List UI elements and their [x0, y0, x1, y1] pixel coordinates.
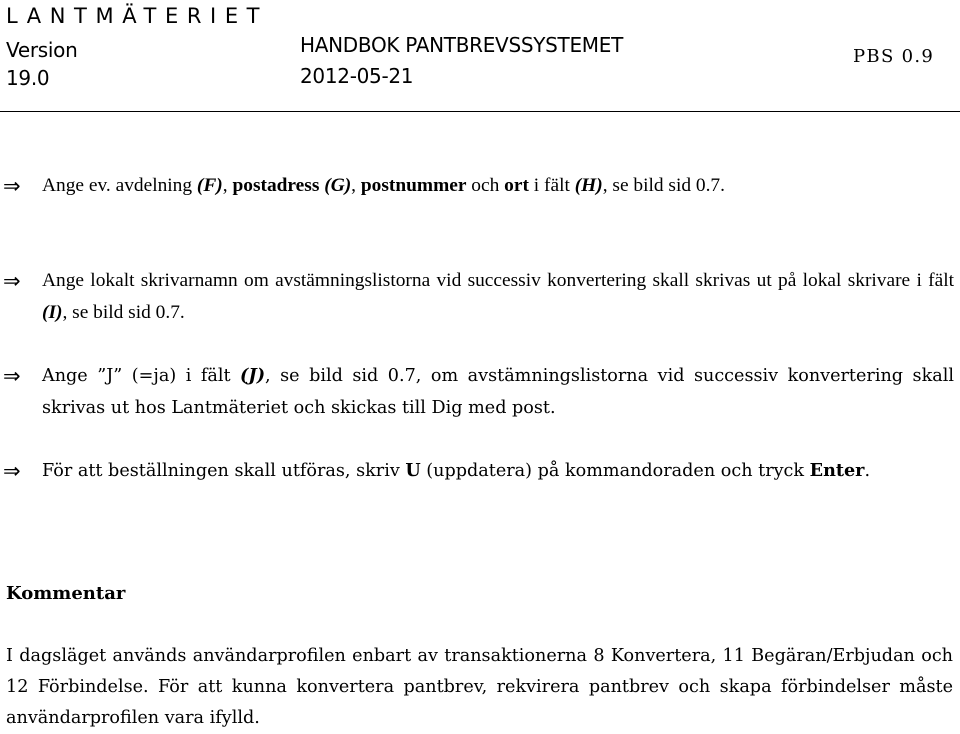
organization-name: LANTMÄTERIET: [6, 4, 269, 28]
header-divider: [0, 111, 960, 112]
instruction-item: Ange lokalt skrivarnamn om avstämningslistorna vid successiv konvertering skall skrivas ut på lokal skrivare i fält (I), se bild sid 0.7.: [42, 270, 954, 323]
instruction-item: Ange ev. avdelning (F), postadress (G), postnummer och ort i fält (H), se bild sid 0.7.: [42, 175, 725, 196]
arrow-bullet-icon: ⇒: [3, 174, 21, 198]
document-date: 2012-05-21: [300, 64, 414, 88]
version-label: Version: [6, 38, 78, 62]
instruction-item: För att beställningen skall utföras, skriv U (uppdatera) på kommandoraden och tryck Enter.: [42, 460, 871, 481]
handbook-title: HANDBOK PANTBREVSSYSTEMET: [300, 33, 624, 57]
instruction-item: Ange ”J” (=ja) i fält (J), se bild sid 0.7, om avstämningslistorna vid successiv konvertering skall skrivas ut hos Lantmäteriet och skickas till Dig med post.: [42, 365, 954, 418]
arrow-bullet-icon: ⇒: [3, 364, 21, 388]
document-code: PBS 0.9: [853, 46, 935, 67]
version-number: 19.0: [6, 66, 50, 90]
comment-text: I dagsläget används användarprofilen enbart av transaktionerna 8 Konvertera, 11 Begäran/Erbjudan och 12 Förbindelse. För att kunna konvertera pantbrev, rekvirera pantbrev och skapa förbindelser måste användarprofilen vara ifylld.: [6, 646, 953, 728]
arrow-bullet-icon: ⇒: [3, 269, 21, 293]
comment-heading: Kommentar: [6, 583, 126, 604]
arrow-bullet-icon: ⇒: [3, 459, 21, 483]
